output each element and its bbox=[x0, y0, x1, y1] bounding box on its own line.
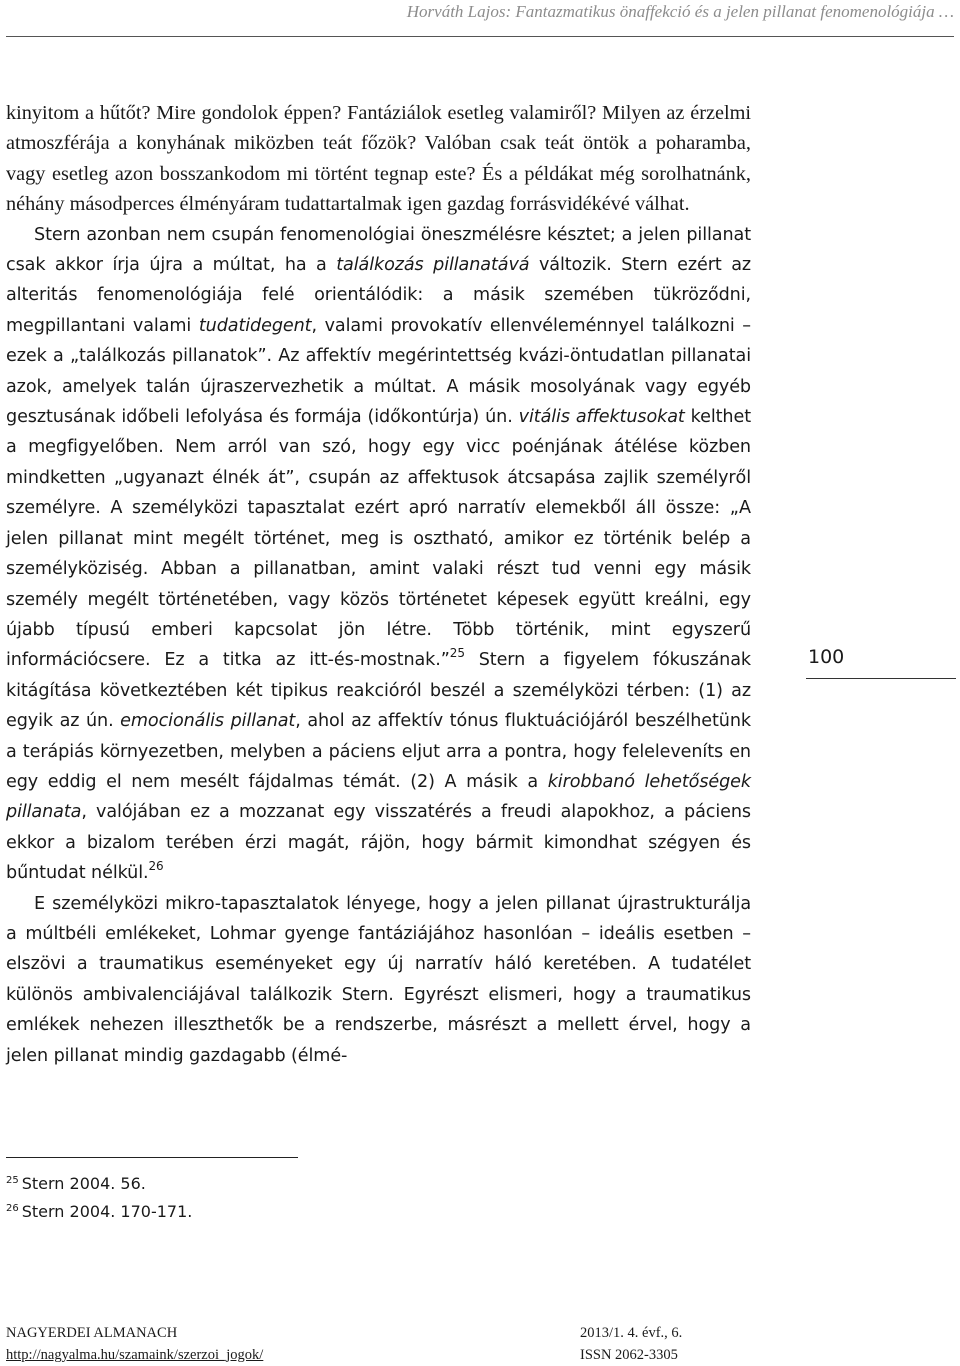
italic-term: tudatidegent bbox=[198, 315, 312, 336]
footnote-item bbox=[6, 1198, 506, 1226]
italic-term: találkozás pillanatává bbox=[336, 255, 530, 276]
italic-term: kirobbanó lehetőségek pillanata bbox=[6, 771, 751, 823]
body-text bbox=[6, 98, 751, 1071]
footnote-text: Stern 2004. 56. bbox=[21, 1174, 146, 1193]
italic-term: emocionális pillanat bbox=[120, 711, 296, 732]
text-run: , valójában ez a mozzanat egy visszatérés a freudi alapokhoz, a páciens ekkor a bizalom terében érzi magát, rájön, hogy bármit kimondhat szégyen és bűntudat nélkül. bbox=[6, 802, 751, 884]
text-run: változik. Stern ezért az alteritás fenomenológiája felé orientálódik: a másik szemében tükröződni, megpillantani valami bbox=[6, 255, 752, 336]
paragraph-3 bbox=[6, 889, 751, 1071]
footnote-item bbox=[6, 1170, 506, 1198]
text-run: Stern a figyelem fókuszának kitágítása következtében két tipikus reakcióról beszél a személyközi térben: (1) az egyik az ún. bbox=[6, 650, 751, 732]
header-divider bbox=[6, 36, 954, 37]
running-header: Horváth Lajos: Fantazmatikus önaffekció és a jelen pillanat fenomenológiája … bbox=[406, 2, 954, 21]
text-run: E személyközi mikro-tapasztalatok lényege, hogy a jelen pillanat újrastrukturálja a múltbéli emlékeket, Lohmar gyenge fantáziájához hasonlóan – ideális esetben – elszövi a traumatikus eseményeket egy új narratív háló keretében. A tudatélet különös ambivalenciájával találkozik Stern. Egyrészt elismeri, hogy a traumatikus emlékek nehezen illeszthetők be a rendszerbe, másrészt a mellett érvel, hogy a jelen pillanat mindig gazdagabb (élmé- bbox=[6, 893, 751, 1066]
footer-right bbox=[580, 1322, 710, 1366]
paragraph-1 bbox=[6, 98, 751, 220]
footnotes bbox=[6, 1170, 506, 1226]
text-run: , valami provokatív ellenvéleménnyel találkozni – ezek a „találkozás pillanatok”. Az affektív megérintettség kvázi-öntudatlan pillanatai azok, amelyek talán újraszervezhetik a múltat. A másik mosolyának vagy egyéb gesztusának időbeli lefolyása és formája (időkontúrja) ún. bbox=[6, 315, 751, 428]
issn-info: ISSN 2062-3305 bbox=[580, 1347, 678, 1363]
page-number: 100 bbox=[808, 646, 845, 668]
paragraph-2 bbox=[6, 220, 751, 889]
text-run: Stern azonban nem csupán fenomenológiai öneszmélésre késztet; a jelen pillanat csak akkor írja újra a múltat, ha a bbox=[6, 224, 751, 276]
italic-term: vitális affektusokat bbox=[518, 407, 685, 428]
footnote-number: 26 bbox=[6, 1203, 19, 1214]
text-run: kinyitom a hűtőt? Mire gondolok éppen? Fantáziálok esetleg valamiről? Milyen az érzelmi atmoszférája a konyhának miközben teát főzök? Valóban csak teát öntök a poharamba, vagy esetleg azon bosszankodom mi történt tegnap este? És a példákat még sorolhatnánk, néhány másodperces élményáram tudattartalmak igen gazdag forrásvidékévé válhat. bbox=[6, 102, 751, 216]
journal-name: NAGYERDEI ALMANACH bbox=[6, 1325, 178, 1341]
text-run: , ahol az affektív tónus fluktuációjáról beszélhetünk a terápiás környezetben, melyben a páciens eljut arra a pontra, hogy feleleveníts en egy eddig el nem mesélt fájdalmas témát. (2) A másik a bbox=[6, 711, 751, 792]
text-run: kelthet a megfigyelőben. Nem arról van szó, hogy egy vicc poénjának átélése közben mindketten „ugyanazt élnék át”, csupán az affektusok átcsapása zajlik személyről személyre. A személyközi tapasztalat ezért apró narratív elemekből áll össze: „A jelen pillanat mint megélt történet, meg is osztható, amikor ez történik belép a személyköziség. Abban a pillanatban, amint valaki részt tud venni egy másik személy megélt történetében, vagy közös történetet képesek együtt kreálni, egy újabb típusú emberi kapcsolat jön létre. Több történik, mint egyszerű információcsere. Ez a titka az itt-és-mostnak.” bbox=[6, 407, 751, 671]
page-number-divider bbox=[806, 678, 956, 679]
footer-left bbox=[6, 1322, 406, 1366]
issue-info: 2013/1. 4. évf., 6. bbox=[580, 1325, 683, 1341]
footnote-reference: 26 bbox=[148, 859, 164, 874]
footnote-reference: 25 bbox=[449, 646, 465, 661]
footnote-number: 25 bbox=[6, 1175, 19, 1186]
footnote-text: Stern 2004. 170-171. bbox=[21, 1202, 193, 1221]
journal-link[interactable]: http://nagyalma.hu/szamaink/szerzoi_jogok/ bbox=[6, 1347, 264, 1363]
footnote-divider bbox=[6, 1157, 298, 1158]
